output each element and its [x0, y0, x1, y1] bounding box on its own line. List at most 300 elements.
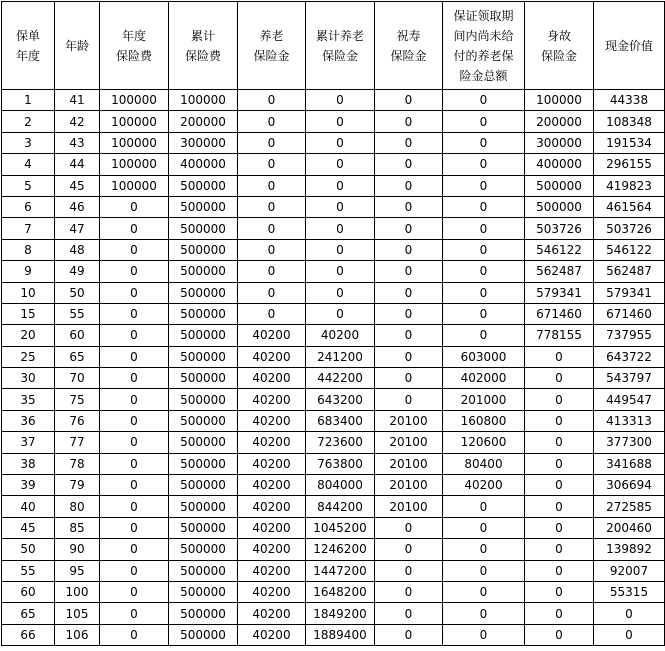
column-header-line: 累计 — [190, 28, 215, 43]
table-cell: 1 — [2, 90, 55, 111]
table-row — [2, 581, 665, 602]
table-cell: 0 — [375, 560, 443, 581]
table-cell: 40200 — [238, 389, 306, 410]
table-body — [2, 90, 665, 646]
column-header-line: 保险金 — [390, 48, 427, 63]
table-cell: 500000 — [169, 261, 238, 282]
table-cell: 20100 — [375, 496, 443, 517]
column-header-line: 保险费 — [115, 48, 152, 63]
table-cell: 0 — [306, 132, 375, 153]
table-cell: 671460 — [594, 303, 665, 324]
column-header-line: 保证领取期 — [453, 8, 514, 23]
table-cell: 0 — [238, 218, 306, 239]
column-header-line: 现金价值 — [604, 38, 653, 53]
table-cell: 0 — [443, 560, 525, 581]
table-cell: 0 — [306, 90, 375, 111]
table-cell: 78 — [55, 453, 100, 474]
column-header — [443, 2, 525, 90]
table-cell: 0 — [375, 581, 443, 602]
table-cell: 40200 — [443, 475, 525, 496]
table-cell: 36 — [2, 410, 55, 431]
table-cell: 0 — [100, 389, 169, 410]
table-cell: 683400 — [306, 410, 375, 431]
table-cell: 20100 — [375, 475, 443, 496]
table-cell: 45 — [55, 175, 100, 196]
table-cell: 0 — [443, 90, 525, 111]
table-cell: 0 — [443, 517, 525, 538]
table-cell: 579341 — [594, 282, 665, 303]
table-row — [2, 261, 665, 282]
table-cell: 105 — [55, 603, 100, 624]
table-cell: 562487 — [525, 261, 594, 282]
table-row — [2, 496, 665, 517]
table-cell: 300000 — [525, 132, 594, 153]
table-cell: 500000 — [169, 303, 238, 324]
table-cell: 4 — [2, 154, 55, 175]
table-cell: 0 — [443, 154, 525, 175]
table-cell: 40200 — [238, 496, 306, 517]
table-cell: 37 — [2, 432, 55, 453]
table-cell: 9 — [2, 261, 55, 282]
table-cell: 0 — [443, 239, 525, 260]
table-cell: 20100 — [375, 410, 443, 431]
table-cell: 0 — [100, 496, 169, 517]
table-cell: 0 — [443, 282, 525, 303]
table-cell: 40200 — [238, 432, 306, 453]
table-cell: 0 — [525, 496, 594, 517]
table-cell: 643200 — [306, 389, 375, 410]
table-cell: 0 — [594, 624, 665, 645]
table-row — [2, 239, 665, 260]
table-cell: 0 — [525, 539, 594, 560]
table-cell: 0 — [443, 261, 525, 282]
table-cell: 40200 — [238, 539, 306, 560]
table-cell: 40200 — [238, 325, 306, 346]
table-row — [2, 389, 665, 410]
table-cell: 500000 — [169, 560, 238, 581]
table-cell: 272585 — [594, 496, 665, 517]
table-cell: 0 — [100, 453, 169, 474]
table-cell: 35 — [2, 389, 55, 410]
table-cell: 306694 — [594, 475, 665, 496]
table-cell: 0 — [525, 475, 594, 496]
table-row — [2, 282, 665, 303]
column-header — [594, 2, 665, 90]
table-cell: 500000 — [169, 175, 238, 196]
column-header — [169, 2, 238, 90]
table-cell: 100000 — [100, 132, 169, 153]
table-cell: 0 — [375, 154, 443, 175]
table-cell: 0 — [100, 624, 169, 645]
table-cell: 48 — [55, 239, 100, 260]
column-header-line: 祝寿 — [396, 28, 421, 43]
table-cell: 546122 — [525, 239, 594, 260]
table-cell: 10 — [2, 282, 55, 303]
table-row — [2, 154, 665, 175]
table-cell: 50 — [2, 539, 55, 560]
table-cell: 377300 — [594, 432, 665, 453]
table-cell: 40200 — [238, 453, 306, 474]
table-row — [2, 325, 665, 346]
table-row — [2, 303, 665, 324]
column-header — [2, 2, 55, 90]
table-cell: 341688 — [594, 453, 665, 474]
table-cell: 95 — [55, 560, 100, 581]
table-cell: 0 — [525, 453, 594, 474]
table-cell: 0 — [238, 90, 306, 111]
column-header-line: 年龄 — [64, 38, 89, 53]
table-cell: 0 — [238, 303, 306, 324]
table-cell: 0 — [100, 282, 169, 303]
column-header-line: 年度 — [15, 48, 40, 63]
table-cell: 500000 — [169, 624, 238, 645]
column-header — [375, 2, 443, 90]
column-header-line: 年度 — [121, 28, 146, 43]
table-row — [2, 111, 665, 132]
table-row — [2, 218, 665, 239]
table-cell: 45 — [2, 517, 55, 538]
table-row — [2, 624, 665, 645]
table-cell: 500000 — [169, 196, 238, 217]
table-cell: 1849200 — [306, 603, 375, 624]
table-cell: 442200 — [306, 368, 375, 389]
table-cell: 0 — [375, 539, 443, 560]
table-cell: 413313 — [594, 410, 665, 431]
table-cell: 449547 — [594, 389, 665, 410]
table-cell: 546122 — [594, 239, 665, 260]
table-cell: 85 — [55, 517, 100, 538]
table-cell: 723600 — [306, 432, 375, 453]
table-cell: 500000 — [525, 196, 594, 217]
table-cell: 0 — [100, 432, 169, 453]
table-cell: 0 — [375, 175, 443, 196]
table-cell: 503726 — [594, 218, 665, 239]
table-cell: 15 — [2, 303, 55, 324]
table-cell: 500000 — [169, 410, 238, 431]
table-cell: 0 — [375, 196, 443, 217]
table-cell: 1045200 — [306, 517, 375, 538]
table-cell: 0 — [306, 239, 375, 260]
table-cell: 8 — [2, 239, 55, 260]
table-cell: 500000 — [169, 218, 238, 239]
table-cell: 0 — [306, 175, 375, 196]
table-cell: 0 — [443, 196, 525, 217]
table-cell: 6 — [2, 196, 55, 217]
table-cell: 0 — [375, 368, 443, 389]
table-cell: 0 — [375, 132, 443, 153]
table-cell: 100000 — [100, 111, 169, 132]
table-cell: 40 — [2, 496, 55, 517]
table-cell: 500000 — [169, 539, 238, 560]
table-cell: 40200 — [238, 475, 306, 496]
table-cell: 0 — [100, 303, 169, 324]
column-header-line: 保单 — [15, 28, 40, 43]
table-cell: 763800 — [306, 453, 375, 474]
table-cell: 100000 — [169, 90, 238, 111]
table-cell: 400000 — [525, 154, 594, 175]
table-cell: 40200 — [238, 368, 306, 389]
table-cell: 579341 — [525, 282, 594, 303]
table-cell: 201000 — [443, 389, 525, 410]
table-row — [2, 132, 665, 153]
table-cell: 0 — [375, 282, 443, 303]
table-cell: 0 — [238, 282, 306, 303]
table-cell: 100 — [55, 581, 100, 602]
table-cell: 55315 — [594, 581, 665, 602]
table-cell: 0 — [100, 603, 169, 624]
table-cell: 402000 — [443, 368, 525, 389]
column-header-line: 保险金 — [321, 48, 358, 63]
column-header — [55, 2, 100, 90]
table-cell: 0 — [306, 261, 375, 282]
table-cell: 46 — [55, 196, 100, 217]
table-cell: 200460 — [594, 517, 665, 538]
table-cell: 0 — [443, 303, 525, 324]
table-cell: 0 — [443, 132, 525, 153]
column-header-line: 养老 — [259, 28, 284, 43]
table-cell: 200000 — [169, 111, 238, 132]
table-cell: 0 — [525, 624, 594, 645]
table-row — [2, 368, 665, 389]
table-cell: 671460 — [525, 303, 594, 324]
table-cell: 0 — [525, 410, 594, 431]
table-cell: 0 — [100, 368, 169, 389]
table-cell: 0 — [238, 175, 306, 196]
table-cell: 30 — [2, 368, 55, 389]
table-cell: 0 — [375, 239, 443, 260]
table-cell: 40200 — [306, 325, 375, 346]
table-cell: 300000 — [169, 132, 238, 153]
column-header — [238, 2, 306, 90]
table-cell: 0 — [375, 346, 443, 367]
table-cell: 500000 — [169, 282, 238, 303]
table-cell: 40200 — [238, 346, 306, 367]
table-cell: 0 — [375, 111, 443, 132]
table-cell: 66 — [2, 624, 55, 645]
table-cell: 503726 — [525, 218, 594, 239]
table-row — [2, 603, 665, 624]
table-cell: 39 — [2, 475, 55, 496]
table-cell: 100000 — [525, 90, 594, 111]
column-header-line: 付的养老保 — [453, 48, 514, 63]
table-row — [2, 539, 665, 560]
table-cell: 92007 — [594, 560, 665, 581]
table-cell: 100000 — [100, 175, 169, 196]
column-header-line: 保险金 — [540, 48, 577, 63]
table-cell: 0 — [100, 410, 169, 431]
table-cell: 0 — [306, 111, 375, 132]
table-cell: 7 — [2, 218, 55, 239]
table-cell: 65 — [2, 603, 55, 624]
table-cell: 20100 — [375, 453, 443, 474]
table-cell: 500000 — [169, 389, 238, 410]
table-cell: 0 — [100, 261, 169, 282]
column-header — [525, 2, 594, 90]
table-cell: 0 — [525, 560, 594, 581]
table-cell: 0 — [375, 603, 443, 624]
table-cell: 0 — [443, 218, 525, 239]
table-cell: 0 — [100, 346, 169, 367]
table-cell: 0 — [100, 239, 169, 260]
table-cell: 400000 — [169, 154, 238, 175]
table-cell: 42 — [55, 111, 100, 132]
table-cell: 0 — [443, 496, 525, 517]
table-cell: 49 — [55, 261, 100, 282]
table-cell: 0 — [100, 325, 169, 346]
table-cell: 0 — [375, 303, 443, 324]
table-row — [2, 517, 665, 538]
table-cell: 0 — [525, 368, 594, 389]
table-row — [2, 410, 665, 431]
table-cell: 804000 — [306, 475, 375, 496]
table-cell: 500000 — [169, 325, 238, 346]
table-cell: 70 — [55, 368, 100, 389]
table-cell: 160800 — [443, 410, 525, 431]
table-cell: 603000 — [443, 346, 525, 367]
table-cell: 0 — [306, 303, 375, 324]
table-cell: 0 — [443, 175, 525, 196]
table-cell: 25 — [2, 346, 55, 367]
table-row — [2, 346, 665, 367]
table-cell: 55 — [2, 560, 55, 581]
table-cell: 0 — [100, 560, 169, 581]
table-cell: 75 — [55, 389, 100, 410]
table-row — [2, 560, 665, 581]
table-cell: 0 — [100, 517, 169, 538]
table-cell: 44338 — [594, 90, 665, 111]
table-cell: 461564 — [594, 196, 665, 217]
table-cell: 0 — [443, 539, 525, 560]
benefit-table — [1, 1, 665, 646]
table-cell: 0 — [525, 603, 594, 624]
column-header-line: 累计养老 — [315, 28, 364, 43]
table-row — [2, 90, 665, 111]
table-cell: 77 — [55, 432, 100, 453]
table-cell: 20 — [2, 325, 55, 346]
table-cell: 20100 — [375, 432, 443, 453]
table-row — [2, 475, 665, 496]
table-cell: 543797 — [594, 368, 665, 389]
table-cell: 0 — [375, 389, 443, 410]
table-row — [2, 196, 665, 217]
table-cell: 40200 — [238, 603, 306, 624]
table-cell: 0 — [238, 132, 306, 153]
table-cell: 778155 — [525, 325, 594, 346]
table-row — [2, 175, 665, 196]
table-cell: 296155 — [594, 154, 665, 175]
table-cell: 0 — [443, 624, 525, 645]
table-cell: 0 — [375, 624, 443, 645]
table-cell: 0 — [443, 325, 525, 346]
table-cell: 500000 — [169, 432, 238, 453]
table-cell: 108348 — [594, 111, 665, 132]
table-cell: 0 — [238, 196, 306, 217]
table-cell: 0 — [306, 282, 375, 303]
table-cell: 65 — [55, 346, 100, 367]
table-cell: 0 — [100, 539, 169, 560]
table-cell: 500000 — [169, 496, 238, 517]
table-cell: 3 — [2, 132, 55, 153]
table-cell: 737955 — [594, 325, 665, 346]
table-cell: 0 — [525, 432, 594, 453]
table-cell: 0 — [100, 218, 169, 239]
table-cell: 5 — [2, 175, 55, 196]
table-cell: 90 — [55, 539, 100, 560]
table-cell: 0 — [525, 581, 594, 602]
table-cell: 38 — [2, 453, 55, 474]
column-header — [100, 2, 169, 90]
table-cell: 0 — [238, 239, 306, 260]
table-cell: 43 — [55, 132, 100, 153]
table-cell: 0 — [375, 90, 443, 111]
table-cell: 0 — [306, 218, 375, 239]
table-cell: 2 — [2, 111, 55, 132]
table-cell: 0 — [443, 111, 525, 132]
column-header-line: 保险金 — [253, 48, 290, 63]
table-row — [2, 432, 665, 453]
column-header-line: 身故 — [546, 28, 571, 43]
table-cell: 0 — [375, 261, 443, 282]
table-cell: 47 — [55, 218, 100, 239]
table-cell: 40200 — [238, 581, 306, 602]
table-cell: 0 — [375, 517, 443, 538]
table-cell: 0 — [100, 196, 169, 217]
table-cell: 500000 — [169, 603, 238, 624]
table-cell: 0 — [443, 603, 525, 624]
table-cell: 120600 — [443, 432, 525, 453]
table-cell: 55 — [55, 303, 100, 324]
table-cell: 40200 — [238, 410, 306, 431]
table-cell: 500000 — [169, 368, 238, 389]
table-cell: 1246200 — [306, 539, 375, 560]
table-cell: 79 — [55, 475, 100, 496]
table-cell: 40200 — [238, 517, 306, 538]
table-cell: 50 — [55, 282, 100, 303]
table-cell: 0 — [375, 325, 443, 346]
table-cell: 1648200 — [306, 581, 375, 602]
table-cell: 44 — [55, 154, 100, 175]
table-cell: 0 — [525, 517, 594, 538]
table-cell: 80 — [55, 496, 100, 517]
table-cell: 1447200 — [306, 560, 375, 581]
table-cell: 60 — [55, 325, 100, 346]
table-cell: 500000 — [169, 581, 238, 602]
table-cell: 0 — [306, 154, 375, 175]
column-header-line: 间内尚未给 — [453, 28, 514, 43]
table-cell: 191534 — [594, 132, 665, 153]
table-cell: 643722 — [594, 346, 665, 367]
table-cell: 419823 — [594, 175, 665, 196]
table-cell: 0 — [238, 261, 306, 282]
table-cell: 500000 — [525, 175, 594, 196]
table-cell: 241200 — [306, 346, 375, 367]
table-cell: 100000 — [100, 154, 169, 175]
table-cell: 500000 — [169, 346, 238, 367]
table-cell: 500000 — [169, 475, 238, 496]
header-row — [2, 2, 665, 90]
column-header-line: 险金总额 — [459, 68, 508, 83]
table-cell: 0 — [525, 389, 594, 410]
table-cell: 106 — [55, 624, 100, 645]
table-cell: 80400 — [443, 453, 525, 474]
table-cell: 139892 — [594, 539, 665, 560]
table-cell: 200000 — [525, 111, 594, 132]
table-row — [2, 453, 665, 474]
table-cell: 60 — [2, 581, 55, 602]
table-cell: 100000 — [100, 90, 169, 111]
table-cell: 1889400 — [306, 624, 375, 645]
table-cell: 0 — [100, 475, 169, 496]
